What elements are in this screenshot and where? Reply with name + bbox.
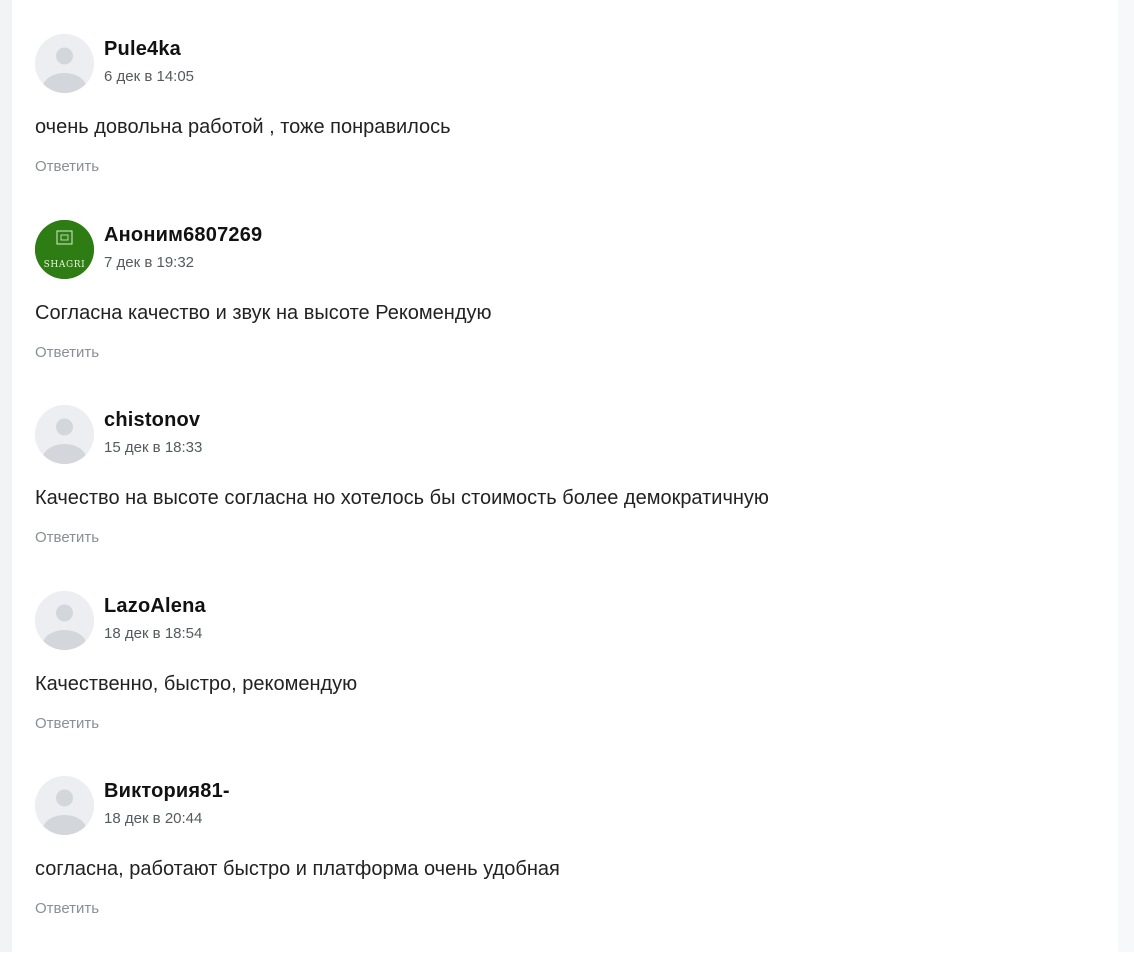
comment-text: очень довольна работой , тоже понравилось: [35, 116, 451, 138]
comment-text: Качество на высоте согласна но хотелось бы стоимость более демократичную: [35, 487, 769, 509]
comment-item: [35, 776, 1095, 962]
comment-date: 7 дек в 19:32: [104, 253, 195, 271]
comment-list: [35, 34, 1095, 962]
comment-date: 18 дек в 18:54: [104, 624, 203, 642]
comment-text: Качественно, быстро, рекомендую: [35, 672, 358, 695]
comment-item: [35, 220, 1095, 406]
comment-date: 6 дек в 14:05: [104, 68, 195, 85]
comment-author[interactable]: Pule4ka: [104, 38, 182, 60]
avatar[interactable]: [35, 776, 94, 835]
reply-button[interactable]: Ответить: [35, 900, 100, 917]
avatar[interactable]: [35, 34, 94, 93]
comment-date: 15 дек в 18:33: [104, 439, 203, 456]
reply-button[interactable]: Ответить: [35, 529, 100, 546]
reply-button[interactable]: Ответить: [35, 714, 100, 732]
avatar[interactable]: [35, 220, 94, 279]
comment-author[interactable]: Аноним6807269: [104, 223, 263, 246]
default-user-icon: [35, 405, 94, 464]
comment-item: [35, 34, 1095, 220]
comment-text: Согласна качество и звук на высоте Рекомендую: [35, 301, 492, 324]
avatar-logo-text: SHAGRI: [43, 259, 86, 270]
default-user-icon: [35, 776, 94, 835]
shagri-logo-icon: [35, 220, 94, 279]
comment-meta: [104, 593, 206, 643]
avatar[interactable]: [35, 591, 94, 650]
comment-author[interactable]: LazoAlena: [104, 594, 206, 617]
left-panel-edge: [0, 0, 12, 952]
comment-date: 18 дек в 20:44: [104, 810, 203, 827]
comment-author[interactable]: Виктория81-: [104, 780, 230, 802]
comment-author[interactable]: chistonov: [104, 409, 201, 431]
avatar[interactable]: [35, 405, 94, 464]
default-user-icon: [35, 34, 94, 93]
reply-button[interactable]: Ответить: [35, 343, 100, 361]
comment-item: [35, 405, 1095, 591]
right-panel-edge: [1118, 0, 1134, 952]
comment-meta: [104, 778, 230, 828]
reply-button[interactable]: Ответить: [35, 158, 100, 175]
comment-text: согласна, работают быстро и платформа очень удобная: [35, 858, 560, 880]
comment-meta: [104, 36, 194, 86]
comment-meta: [104, 222, 262, 272]
default-user-icon: [35, 591, 94, 650]
comment-meta: [104, 407, 202, 457]
comment-item: [35, 591, 1095, 777]
